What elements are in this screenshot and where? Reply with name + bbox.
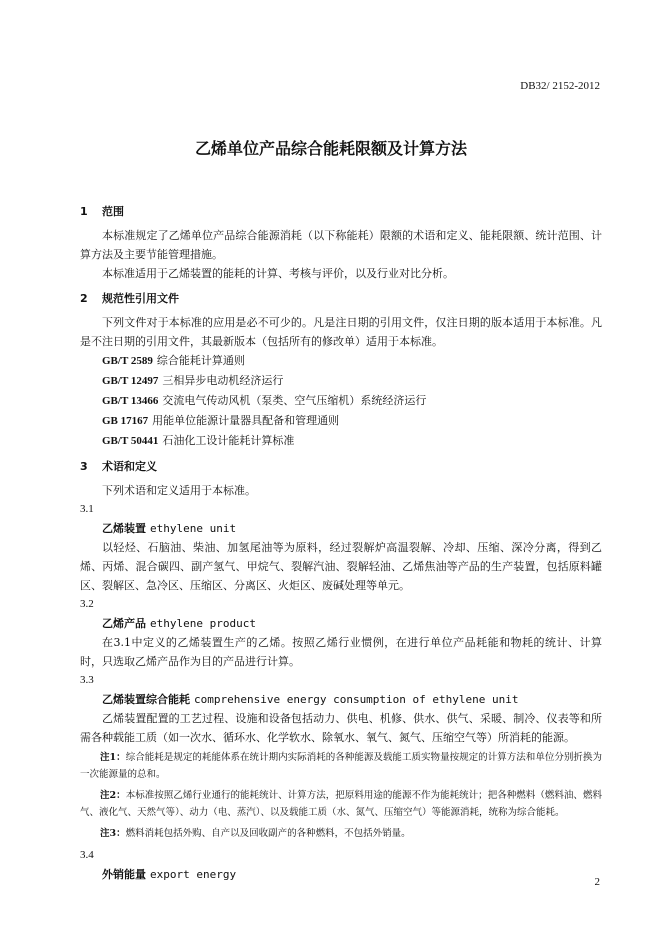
- note: [80, 825, 602, 842]
- reference-code: GB/T 13466: [102, 395, 159, 407]
- reference-title: 用能单位能源计量器具配备和管理通则: [152, 414, 340, 427]
- paragraph: 本标准适用于乙烯装置的能耗的计算、考核与评价，以及行业对比分析。: [102, 267, 454, 280]
- reference-title: 交流电气传动风机（泵类、空气压缩机）系统经济运行: [162, 394, 427, 407]
- section-heading-scope: [80, 204, 602, 220]
- page-number: 2: [594, 876, 600, 888]
- term-chinese: 乙烯产品: [102, 617, 146, 630]
- note-label: 注1：: [100, 752, 126, 763]
- paragraph: 下列文件对于本标准的应用是必不可少的。凡是注日期的引用文件，仅注日期的版本适用于本标准。凡是不注日期的引用文件，其最新版本（包括所有的修改单）适用于本标准。: [80, 316, 602, 348]
- term-definition: 乙烯装置配置的工艺过程、设施和设备包括动力、供电、机修、供水、供气、采暖、制冷、仪表等和所需各种载能工质（如一次水、循环水、化学软水、除氧水、氧气、氮气、压缩空气等）所消耗的能源。: [80, 712, 602, 744]
- note-label: 注3：: [100, 828, 126, 839]
- reference-title: 综合能耗计算通则: [156, 354, 245, 367]
- section-heading-normative-references: [80, 291, 602, 307]
- term-heading: [80, 614, 602, 633]
- section-title: 规范性引用文件: [102, 292, 179, 305]
- term-english: export energy: [150, 868, 237, 881]
- reference-title: 三相异步电动机经济运行: [162, 374, 284, 387]
- reference-code: GB/T 12497: [102, 375, 159, 387]
- term-english: ethylene unit: [150, 522, 237, 535]
- standard-code: DB32/ 2152-2012: [520, 80, 600, 92]
- reference-item: [80, 371, 602, 391]
- note: [80, 749, 602, 783]
- clause-number: 3.1: [80, 503, 94, 515]
- note: [80, 787, 602, 821]
- reference-title: 石油化工设计能耗计算标准: [162, 434, 295, 447]
- reference-code: GB/T 2589: [102, 355, 153, 367]
- section-number: 3: [80, 460, 88, 473]
- term-heading: [80, 690, 602, 709]
- section-number: 2: [80, 292, 88, 305]
- note-text: 燃料消耗包括外购、自产以及回收副产的各种燃料，不包括外销量。: [125, 828, 411, 839]
- section-number: 1: [80, 205, 88, 218]
- document-body: [80, 196, 602, 884]
- term-definition: 以轻烃、石脑油、柴油、加氢尾油等为原料，经过裂解炉高温裂解、冷却、压缩、深冷分离，得到乙烯、丙烯、混合碳四、副产氢气、甲烷气、裂解汽油、裂解轻油、乙烯焦油等产品的生产装置，包括原料罐区、裂解区、急冷区、压缩区、分离区、火炬区、废碱处理等单元。: [80, 541, 602, 592]
- reference-item: [80, 411, 602, 431]
- paragraph: 下列术语和定义适用于本标准。: [102, 484, 256, 497]
- term-definition: 在3.1中定义的乙烯装置生产的乙烯。按照乙烯行业惯例，在进行单位产品耗能和物耗的统计、计算时，只选取乙烯产品作为目的产品进行计算。: [80, 636, 602, 668]
- note-text: 本标准按照乙烯行业通行的能耗统计、计算方法，把原料用途的能源不作为能耗统计；把各种燃料（燃料油、燃料气、液化气、天然气等）、动力（电、蒸汽）、以及载能工质（水、氮气、压缩空气）等能源消耗，统称为综合能耗。: [80, 790, 602, 818]
- paragraph: 本标准规定了乙烯单位产品综合能源消耗（以下称能耗）限额的术语和定义、能耗限额、统计范围、计算方法及主要节能管理措施。: [80, 229, 602, 261]
- term-english: ethylene product: [150, 617, 256, 630]
- reference-code: GB 17167: [102, 415, 149, 427]
- term-chinese: 乙烯装置综合能耗: [102, 693, 190, 706]
- term-chinese: 乙烯装置: [102, 522, 146, 535]
- document-title: 乙烯单位产品综合能耗限额及计算方法: [194, 139, 467, 158]
- clause-number: 3.3: [80, 674, 94, 686]
- section-title: 术语和定义: [102, 460, 157, 473]
- note-label: 注2：: [100, 790, 126, 801]
- reference-item: [80, 431, 602, 451]
- reference-item: [80, 351, 602, 371]
- term-chinese: 外销能量: [102, 868, 146, 881]
- term-heading: [80, 865, 602, 884]
- term-heading: [80, 519, 602, 538]
- section-heading-terms-definitions: [80, 459, 602, 475]
- reference-code: GB/T 50441: [102, 435, 159, 447]
- reference-item: [80, 391, 602, 411]
- term-english: comprehensive energy consumption of ethylene unit: [194, 693, 519, 706]
- note-text: 综合能耗是规定的耗能体系在统计期内实际消耗的各种能源及载能工质实物量按规定的计算方法和单位分别折换为一次能源量的总和。: [80, 752, 602, 780]
- clause-number: 3.4: [80, 849, 94, 861]
- clause-number: 3.2: [80, 598, 94, 610]
- section-title: 范围: [102, 205, 124, 218]
